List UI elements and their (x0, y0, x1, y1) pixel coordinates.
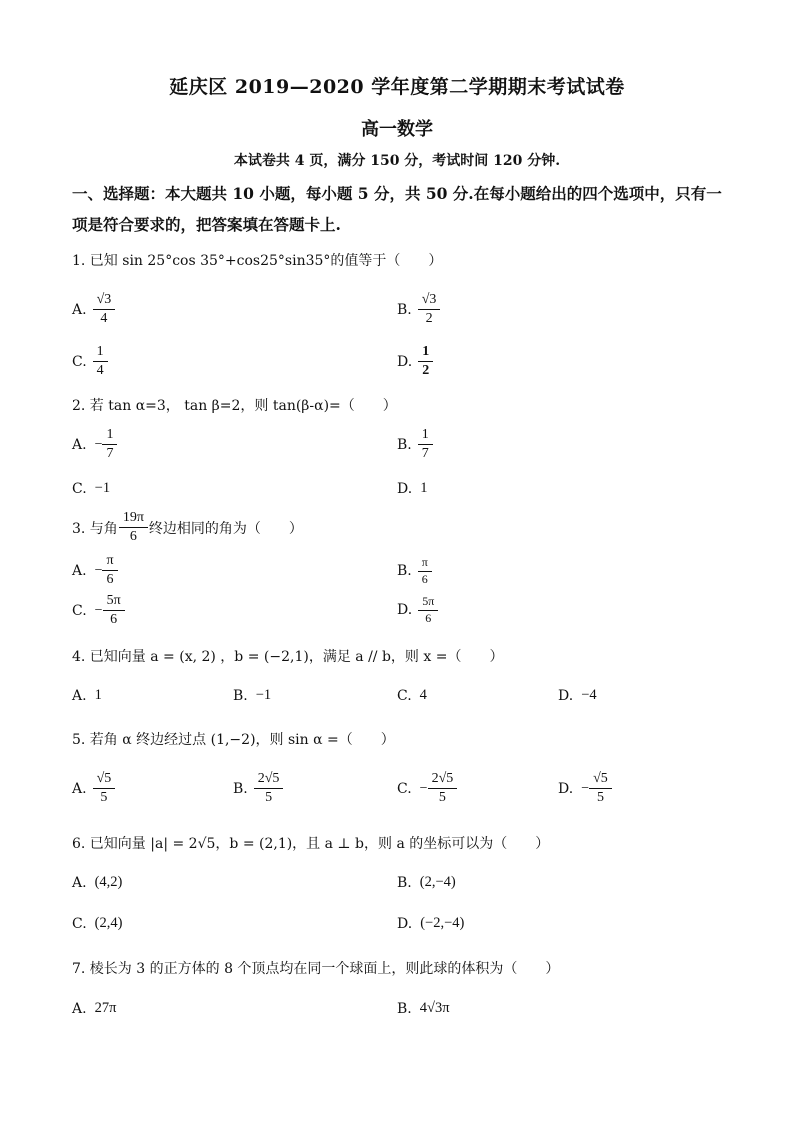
option-label: A. (72, 301, 87, 318)
option-label: B. (233, 687, 248, 704)
question-3-stem (72, 510, 303, 545)
numerator: 2√5 (257, 771, 280, 786)
denominator: 5 (254, 788, 284, 806)
option-label: A. (72, 562, 87, 579)
q1-option-d[interactable] (397, 344, 431, 379)
fraction (95, 771, 114, 806)
fraction (420, 427, 431, 462)
q2-option-c[interactable] (72, 480, 110, 497)
option-value: 1 (94, 687, 102, 703)
numerator: √5 (593, 771, 608, 786)
fraction (591, 771, 610, 806)
denominator: 4 (93, 361, 108, 379)
option-label: C. (72, 602, 87, 619)
fraction (104, 553, 115, 588)
exam-title: 延庆区 2019—2020 学年度第二学期期末考试试卷 (169, 76, 625, 98)
option-label: D. (397, 353, 413, 370)
denominator: 6 (103, 610, 125, 628)
q7-option-a[interactable] (72, 1000, 116, 1017)
numerator: 5π (422, 594, 435, 608)
question-4-stem: 4. 已知向量 a = (x, 2) ，b = (−2,1)，满足 a // b，则 x =（ ） (72, 649, 504, 665)
q7-option-b[interactable] (397, 1000, 450, 1017)
option-label: C. (397, 687, 412, 704)
fraction (121, 510, 146, 545)
fraction (95, 344, 106, 379)
minus-sign: − (94, 562, 103, 578)
numerator: π (106, 553, 114, 568)
denominator: 4 (93, 309, 116, 327)
numerator: √5 (96, 771, 112, 786)
numerator: 5π (106, 593, 121, 608)
option-value: (−2,−4) (420, 915, 465, 931)
minus-sign: − (94, 436, 103, 452)
option-value: (2,−4) (419, 874, 456, 890)
q2-option-a[interactable] (72, 427, 115, 462)
option-label: A. (72, 436, 87, 453)
numerator: √3 (96, 292, 112, 307)
numerator: 19π (122, 510, 144, 525)
q3-option-b[interactable] (397, 556, 430, 587)
q6-option-d[interactable] (397, 915, 464, 932)
numerator: 1 (106, 427, 114, 442)
q5-option-d[interactable] (558, 771, 610, 806)
option-value: (2,4) (94, 915, 123, 931)
option-value: 4√3π (419, 1000, 450, 1016)
option-label: A. (72, 780, 87, 797)
q2-option-b[interactable] (397, 427, 431, 462)
q1-option-b[interactable] (397, 292, 438, 327)
denominator: 6 (102, 570, 117, 588)
option-label: D. (397, 915, 413, 932)
fraction (420, 595, 436, 626)
option-label: A. (72, 1000, 87, 1017)
question-1-stem: 1. 已知 sin 25°cos 35°+cos25°sin35°的值等于（ ） (72, 253, 443, 269)
option-value: −4 (581, 687, 597, 703)
option-label: A. (72, 687, 87, 704)
option-label: B. (397, 874, 412, 891)
option-label: B. (397, 1000, 412, 1017)
q3-option-c[interactable] (72, 593, 123, 628)
minus-sign: − (581, 780, 590, 796)
option-label: B. (233, 780, 248, 797)
question-2-stem: 2. 若 tan α=3， tan β=2，则 tan(β-α)=（ ） (72, 398, 397, 414)
option-label: A. (72, 874, 87, 891)
option-value: −1 (94, 480, 111, 496)
numerator: 1 (421, 427, 429, 442)
option-label: C. (72, 915, 87, 932)
minus-sign: − (94, 602, 103, 618)
denominator: 2 (418, 309, 441, 327)
option-value: −1 (255, 687, 272, 703)
option-label: C. (397, 780, 412, 797)
option-label: C. (72, 353, 87, 370)
fraction (256, 771, 282, 806)
fraction (420, 292, 439, 327)
denominator: 6 (119, 527, 148, 545)
q4-option-b[interactable] (233, 687, 271, 704)
fraction (95, 292, 114, 327)
denominator: 5 (93, 788, 116, 806)
option-label: D. (397, 480, 413, 497)
q4-option-d[interactable] (558, 687, 597, 704)
fraction (104, 427, 115, 462)
denominator: 7 (418, 444, 433, 462)
option-label: B. (397, 301, 412, 318)
q3-option-d[interactable] (397, 595, 436, 626)
q5-option-c[interactable] (397, 771, 455, 806)
option-value: 1 (420, 480, 428, 496)
q1-option-c[interactable] (72, 344, 106, 379)
stem-prefix: 3. 与角 (72, 520, 118, 537)
fraction (430, 771, 456, 806)
fraction (420, 556, 430, 587)
option-label: B. (397, 563, 412, 580)
option-label: D. (558, 687, 574, 704)
numerator: π (421, 555, 428, 569)
fraction (105, 593, 123, 628)
denominator: 6 (418, 610, 438, 626)
denominator: 5 (428, 788, 458, 806)
q3-option-a[interactable] (72, 553, 116, 588)
denominator: 2 (418, 361, 433, 379)
q2-option-d[interactable] (397, 480, 427, 497)
denominator: 5 (589, 788, 612, 806)
option-label: D. (397, 602, 413, 619)
denominator: 7 (102, 444, 117, 462)
option-value: 27π (94, 1000, 117, 1016)
option-label: C. (72, 480, 87, 497)
denominator: 6 (418, 571, 432, 587)
section-heading-line1: 一、选择题：本大题共 10 小题，每小题 5 分，共 50 分.在每小题给出的四个选项中，只有一 (72, 184, 722, 203)
q6-option-c[interactable] (72, 915, 122, 932)
numerator: 1 (422, 344, 430, 359)
numerator: 1 (96, 344, 104, 359)
option-value: (4,2) (94, 874, 123, 890)
numerator: 2√5 (431, 771, 454, 786)
option-label: B. (397, 436, 412, 453)
q5-option-a[interactable] (72, 771, 113, 806)
fraction (420, 344, 431, 379)
minus-sign: − (419, 780, 428, 796)
option-label: D. (558, 780, 574, 797)
question-6-stem: 6. 已知向量 |a| = 2√5，b = (2,1)，且 a ⊥ b，则 a 的坐标可以为（ ） (72, 836, 550, 852)
exam-info: 本试卷共 4 页，满分 150 分，考试时间 120 分钟. (233, 153, 561, 169)
question-5-stem: 5. 若角 α 终边经过点 (1,−2)，则 sin α =（ ） (72, 732, 395, 748)
q4-option-c[interactable] (397, 687, 427, 704)
exam-subject: 高一数学 (361, 119, 433, 140)
q6-option-b[interactable] (397, 874, 456, 891)
q4-option-a[interactable] (72, 687, 102, 704)
stem-suffix: 终边相同的角为（ ） (148, 520, 303, 537)
section-heading-line2: 项是符合要求的，把答案填在答题卡上. (72, 215, 341, 234)
q6-option-a[interactable] (72, 874, 122, 891)
numerator: √3 (421, 292, 437, 307)
option-value: 4 (419, 687, 427, 703)
question-7-stem: 7. 棱长为 3 的正方体的 8 个顶点均在同一个球面上，则此球的体积为（ ） (72, 961, 560, 977)
q1-option-a[interactable] (72, 292, 113, 327)
q5-option-b[interactable] (233, 771, 281, 806)
